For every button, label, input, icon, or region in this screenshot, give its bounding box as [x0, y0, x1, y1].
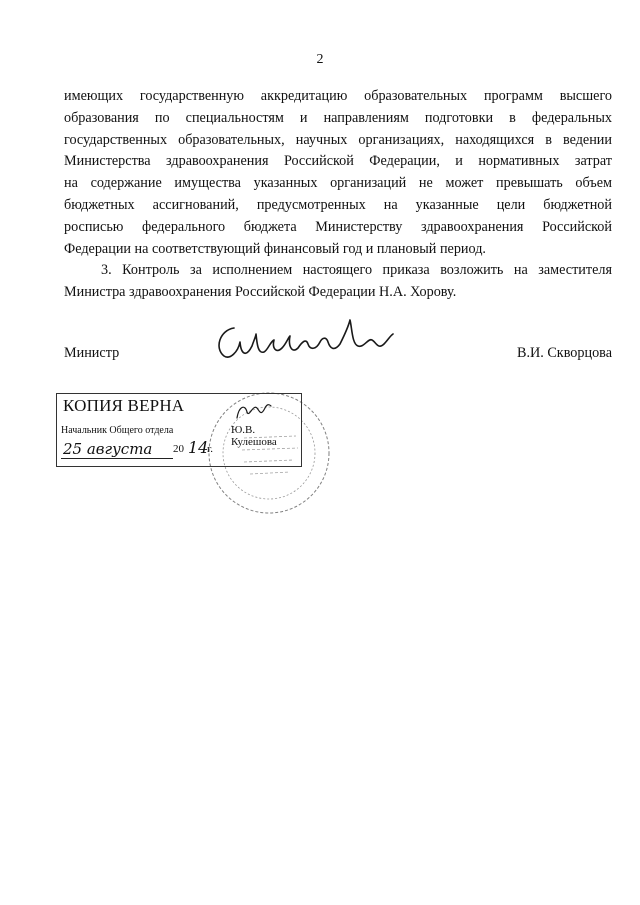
date-year: 14: [188, 438, 209, 457]
copy-verified-title: КОПИЯ ВЕРНА: [63, 396, 185, 415]
date-century: 20: [173, 443, 184, 455]
body-line: на содержание имущества указанных организаций не может превышать объем: [64, 175, 612, 192]
body-line: Министерства здравоохранения Российской Федерации, и нормативных затрат: [64, 153, 612, 170]
minister-signature: [212, 314, 397, 370]
body-line-paragraph-3: 3. Контроль за исполнением настоящего приказа возложить на заместителя: [101, 262, 612, 279]
body-line: имеющих государственную аккредитацию образовательных программ высшего: [64, 88, 612, 104]
body-text: [64, 86, 612, 304]
page-number: 2: [316, 52, 324, 67]
body-line: образования по специальностям и направлениям подготовки в федеральных: [64, 109, 612, 126]
department-head-name: Ю.В. Кулешова: [231, 424, 277, 448]
date-suffix: г.: [207, 443, 214, 455]
department-head-signature: [233, 398, 273, 424]
certification-stamp: [56, 393, 302, 467]
date-day-month: 25 августа: [61, 440, 173, 459]
department-head-label: Начальник Общего отдела: [61, 425, 174, 436]
body-line: государственных образовательных, научных организациях, находящихся в ведении: [64, 131, 612, 148]
body-line: Министра здравоохранения Российской Федерации Н.А. Хорову.: [64, 284, 457, 301]
body-line: росписью федерального бюджета Министерству здравоохранения Российской: [64, 218, 612, 235]
certification-date: [57, 438, 227, 458]
signatory-name: В.И. Скворцова: [517, 345, 612, 361]
body-line: Федерации на соответствующий финансовый год и плановый период.: [64, 240, 486, 257]
signatory-title: Министр: [64, 345, 120, 361]
body-line: бюджетных ассигнований, предусмотренных на указанные цели бюджетной: [64, 196, 612, 213]
